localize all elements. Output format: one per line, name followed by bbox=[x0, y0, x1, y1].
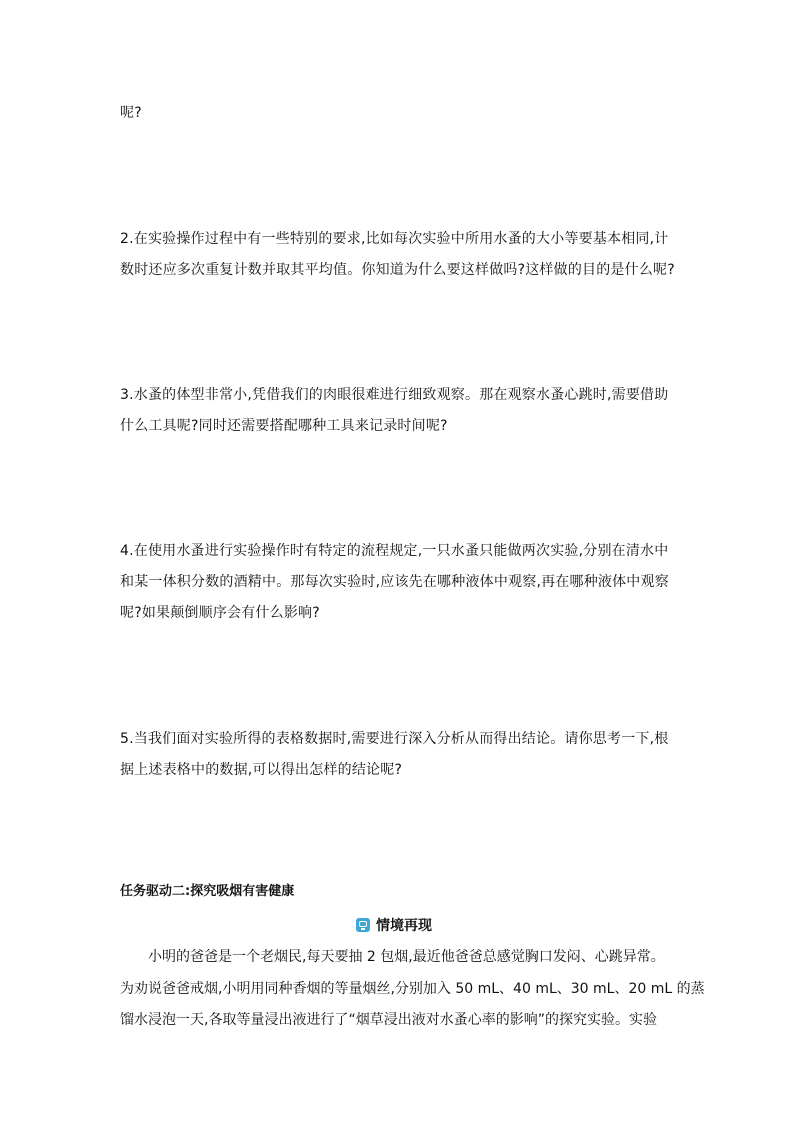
scenario-line-1: 小明的爸爸是一个老烟民,每天要抽 2 包烟,最近他爸爸总感觉胸口发闷、心跳异常。 bbox=[148, 949, 665, 965]
question-5-line-2: 据上述表格中的数据,可以得出怎样的结论呢? bbox=[120, 762, 403, 778]
scene-icon bbox=[356, 918, 370, 932]
scenario-line-2: 为劝说爸爸戒烟,小明用同种香烟的等量烟丝,分别加入 50 mL、40 mL、30 mL、20 mL 的蒸 bbox=[120, 981, 705, 997]
task-2-heading: 任务驱动二:探究吸烟有害健康 bbox=[120, 884, 295, 899]
question-4-line-3: 呢?如果颠倒顺序会有什么影响? bbox=[120, 605, 320, 621]
question-3-line-1: 3.水蚤的体型非常小,凭借我们的肉眼很难进行细致观察。那在观察水蚤心跳时,需要借助 bbox=[120, 387, 669, 403]
question-2-line-2: 数时还应多次重复计数并取其平均值。你知道为什么要这样做吗?这样做的目的是什么呢? bbox=[120, 262, 675, 278]
section-title bbox=[356, 914, 432, 936]
question-3-line-2: 什么工具呢?同时还需要搭配哪种工具来记录时间呢? bbox=[120, 418, 448, 434]
scenario-line-3: 馏水浸泡一天,各取等量浸出液进行了“烟草浸出液对水蚤心率的影响”的探究实验。实验 bbox=[120, 1012, 657, 1028]
question-5-line-1: 5.当我们面对实验所得的表格数据时,需要进行深入分析从而得出结论。请你思考一下,根 bbox=[120, 731, 669, 747]
question-2-line-1: 2.在实验操作过程中有一些特别的要求,比如每次实验中所用水蚤的大小等要基本相同,计 bbox=[120, 231, 669, 247]
question-4-line-2: 和某一体积分数的酒精中。那每次实验时,应该先在哪种液体中观察,再在哪种液体中观察 bbox=[120, 574, 669, 590]
question-4-line-1: 4.在使用水蚤进行实验操作时有特定的流程规定,一只水蚤只能做两次实验,分别在清水中 bbox=[120, 543, 669, 559]
section-title-text: 情境再现 bbox=[376, 918, 432, 934]
question-1-tail: 呢? bbox=[120, 105, 142, 121]
